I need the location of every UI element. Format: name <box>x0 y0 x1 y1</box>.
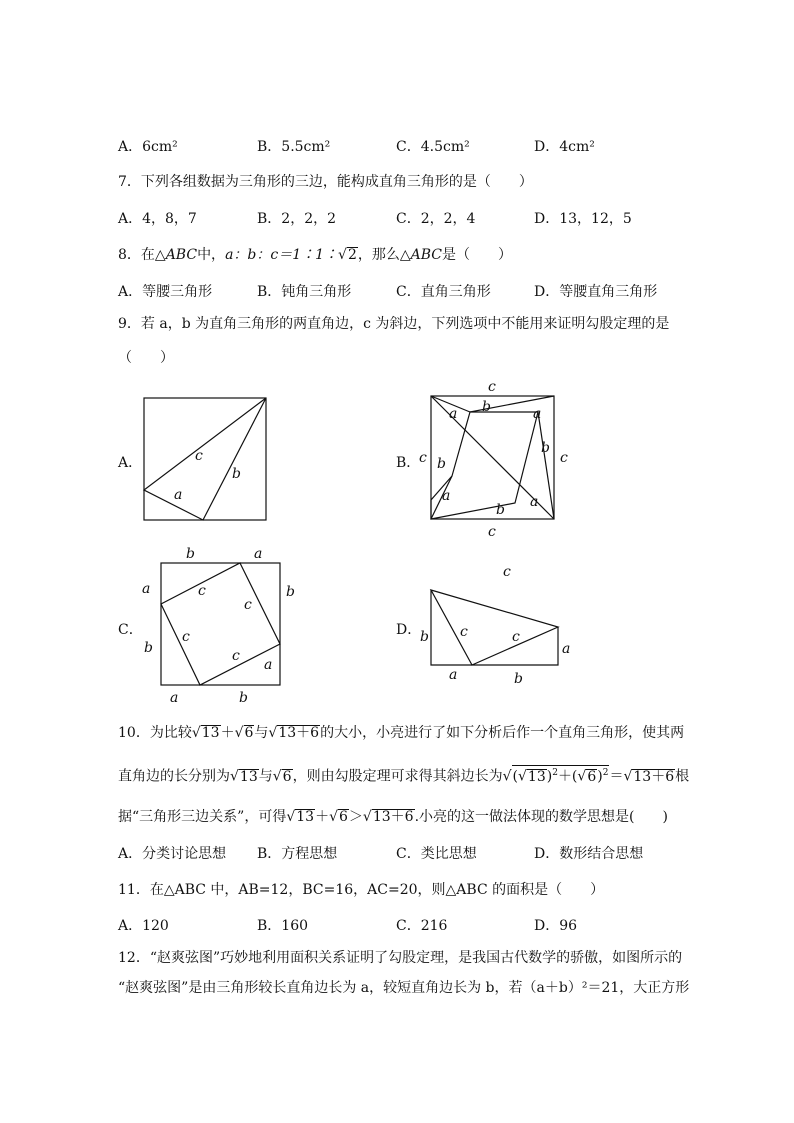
q12-line-1: 12．“赵爽弦图”巧妙地利用面积关系证明了勾股定理，是我国古代数学的骄傲，如图所示的 <box>118 950 683 966</box>
q7-option-a: A．4，8，7 <box>118 211 197 227</box>
figure-d <box>420 564 570 687</box>
figure-d-bottom-b: b <box>514 671 523 687</box>
q9-stem: 9．若 a，b 为直角三角形的两直角边，c 为斜边，下列选项中不能用来证明勾股定理的是 <box>118 316 670 332</box>
q10-line3-sqrt-13: 13 <box>296 809 315 825</box>
figure-b-b2: b <box>541 440 550 456</box>
figure-b <box>419 379 568 540</box>
figure-d-left-b: b <box>420 629 429 645</box>
q8-option-c: C．直角三角形 <box>396 284 491 300</box>
figure-d-c1: c <box>460 624 468 640</box>
q10-hypotenuse-expr: $(√13)^2+(√6)^2$ <box>512 765 610 784</box>
q11-option-d: D．96 <box>534 918 578 934</box>
figure-c-top-a: a <box>254 546 263 562</box>
figure-d-right-a: a <box>562 641 571 657</box>
q7-stem: 7．下列各组数据为三角形的三边，能构成直角三角形的是（ ） <box>118 174 533 190</box>
q7-option-c: C．2，2，4 <box>396 211 476 227</box>
figure-b-top-c: c <box>488 379 496 395</box>
q10-sqrt-13: 13 <box>201 725 220 741</box>
figure-c-outer <box>161 563 280 685</box>
figure-b-b1: b <box>482 399 491 415</box>
q10-line-3: 据“三角形三边关系”，可得√13＋√6＞√13＋6.小亮的这一做法体现的数学思想是( ) <box>118 809 668 825</box>
figure-c <box>142 546 295 706</box>
q10-line3-gt: ＞ <box>348 809 363 825</box>
q7-option-d: D．13，12，5 <box>534 211 632 227</box>
figure-c-c2: c <box>244 597 252 613</box>
figure-b-b4: b <box>496 502 505 518</box>
q10-sqrt-sum: 13＋6 <box>278 725 320 741</box>
q11-option-b: B．160 <box>257 918 309 934</box>
figure-d-c2: c <box>512 629 520 645</box>
q10-hyp-6: 6 <box>587 768 597 785</box>
figure-b-b3: b <box>437 456 446 472</box>
q10-hyp-sq-2: 2 <box>602 768 609 778</box>
q10-line3-sqrt-6: 6 <box>339 809 348 825</box>
figure-c-c1: c <box>198 583 206 599</box>
figure-d-frame <box>431 590 558 665</box>
figure-c-c3: c <box>182 629 190 645</box>
figure-c-bottom-a: a <box>170 690 179 706</box>
figure-c-top-b: b <box>186 546 195 562</box>
q10-line1-b: 与 <box>254 725 269 741</box>
q10-option-b: B．方程思想 <box>257 846 338 862</box>
q8-option-a: A．等腰三角形 <box>118 284 213 300</box>
figure-c-left-b: b <box>144 640 153 656</box>
q10-option-d: D．数形结合思想 <box>534 846 644 862</box>
q8-option-d: D．等腰直角三角形 <box>534 284 658 300</box>
q10-hyp-13: 13 <box>527 768 546 785</box>
figure-b-a3: a <box>442 488 451 504</box>
q10-line2-d: 根 <box>675 768 690 785</box>
q8-triangle: △ABC <box>154 247 198 263</box>
figure-a <box>144 398 266 520</box>
q8-sqrt: 2 <box>347 247 357 263</box>
q9-label-b: B． <box>396 455 421 471</box>
q10-option-c: C．类比思想 <box>396 846 477 862</box>
q8-prefix: 8．在 <box>118 247 155 263</box>
q10-line3-b: .小亮的这一做法体现的数学思想是( ) <box>414 809 668 825</box>
figure-c-bottom-b: b <box>239 690 248 706</box>
figure-b-seg-2 <box>538 412 554 519</box>
q6-option-c: C．4.5cm² <box>396 139 470 155</box>
figure-c-right-a: a <box>264 657 273 673</box>
q10-line-2: 直角边的长分别为√13与√6，则由勾股定理可求得其斜边长为$√(√13)^2+(√6)^2=√13+6$根 <box>118 765 689 786</box>
q8-triangle-2: △ABC <box>399 247 443 263</box>
figure-a-label-b: b <box>232 466 241 482</box>
q10-plus: ＋ <box>220 725 235 741</box>
q9-paren: （ ） <box>118 350 174 366</box>
figure-d-triangle <box>431 590 558 665</box>
q10-line3-a: 据“三角形三边关系”，可得 <box>118 809 287 825</box>
figure-b-right-c: c <box>560 450 568 466</box>
q12-line-2: “赵爽弦图”是由三角形较长直角边长为 a，较短直角边长为 b，若（a＋b）²＝21，大正方形 <box>118 980 690 996</box>
q6-option-d: D．4cm² <box>534 139 595 155</box>
q10-hyp-sq-1: 2 <box>552 768 558 778</box>
figure-d-top-c: c <box>503 564 511 580</box>
figure-b-left-c: c <box>419 450 427 466</box>
q10-line1-a: 10．为比较 <box>118 725 192 741</box>
q10-line3-sqrt-sum: 13＋6 <box>372 809 414 825</box>
figure-b-a2: a <box>533 406 542 422</box>
q11-stem: 11．在△ABC 中，AB=12，BC=16，AC=20，则△ABC 的面积是（ ） <box>118 882 605 898</box>
figure-a-square <box>144 398 266 520</box>
q10-line3-plus: ＋ <box>315 809 330 825</box>
q6-option-b: B．5.5cm² <box>257 139 331 155</box>
q10-line2-a: 直角边的长分别为 <box>118 768 230 785</box>
q10-line2-b: 与 <box>258 768 273 785</box>
figure-d-bottom-a: a <box>449 667 458 683</box>
q11-option-c: C．216 <box>396 918 448 934</box>
q10-line2-sqrt-6: 6 <box>282 768 292 785</box>
figure-b-a1: a <box>449 406 458 422</box>
figure-c-inner <box>161 563 280 685</box>
q10-line2-sqrt-sum: 13＋6 <box>633 768 675 785</box>
figure-c-right-b: b <box>286 584 295 600</box>
figure-a-label-c: c <box>195 448 203 464</box>
q10-option-a: A．分类讨论思想 <box>118 846 227 862</box>
figure-b-bottom-c: c <box>488 524 496 540</box>
q11-option-a: A．120 <box>118 918 169 934</box>
q10-eq: ＝ <box>609 768 624 785</box>
q9-label-a: A． <box>118 455 143 471</box>
q8-mid: 中， <box>197 247 226 263</box>
q10-line2-c: ，则由勾股定理可求得其斜边长为 <box>292 768 503 785</box>
q10-sqrt-6: 6 <box>244 725 254 741</box>
q8-suffix: ，那么 <box>357 247 400 263</box>
q8-option-b: B．钝角三角形 <box>257 284 352 300</box>
q9-label-c: C． <box>118 622 143 638</box>
q6-option-a: A．6cm² <box>118 139 178 155</box>
q7-option-b: B．2，2，2 <box>257 211 337 227</box>
figure-a-label-a: a <box>174 487 183 503</box>
q10-line1-c: 的大小，小亮进行了如下分析后作一个直角三角形，使其两 <box>320 725 685 741</box>
q8-ratio: a：b：c＝1∶1∶ <box>225 247 339 263</box>
figure-a-triangle <box>144 398 266 520</box>
q10-line2-sqrt-13: 13 <box>239 768 258 785</box>
q8-stem: 8．在△ABC中，a：b：c＝1∶1∶√2，那么△ABC是（ ） <box>118 247 513 263</box>
figure-c-left-a: a <box>142 581 151 597</box>
figure-b-a4: a <box>530 494 539 510</box>
figure-c-c4: c <box>232 648 240 664</box>
q9-label-d: D． <box>396 622 422 638</box>
q8-end: 是（ ） <box>442 247 513 263</box>
q10-line-1: 10．为比较√13＋√6与√13＋6的大小，小亮进行了如下分析后作一个直角三角形，使其两 <box>118 725 685 741</box>
